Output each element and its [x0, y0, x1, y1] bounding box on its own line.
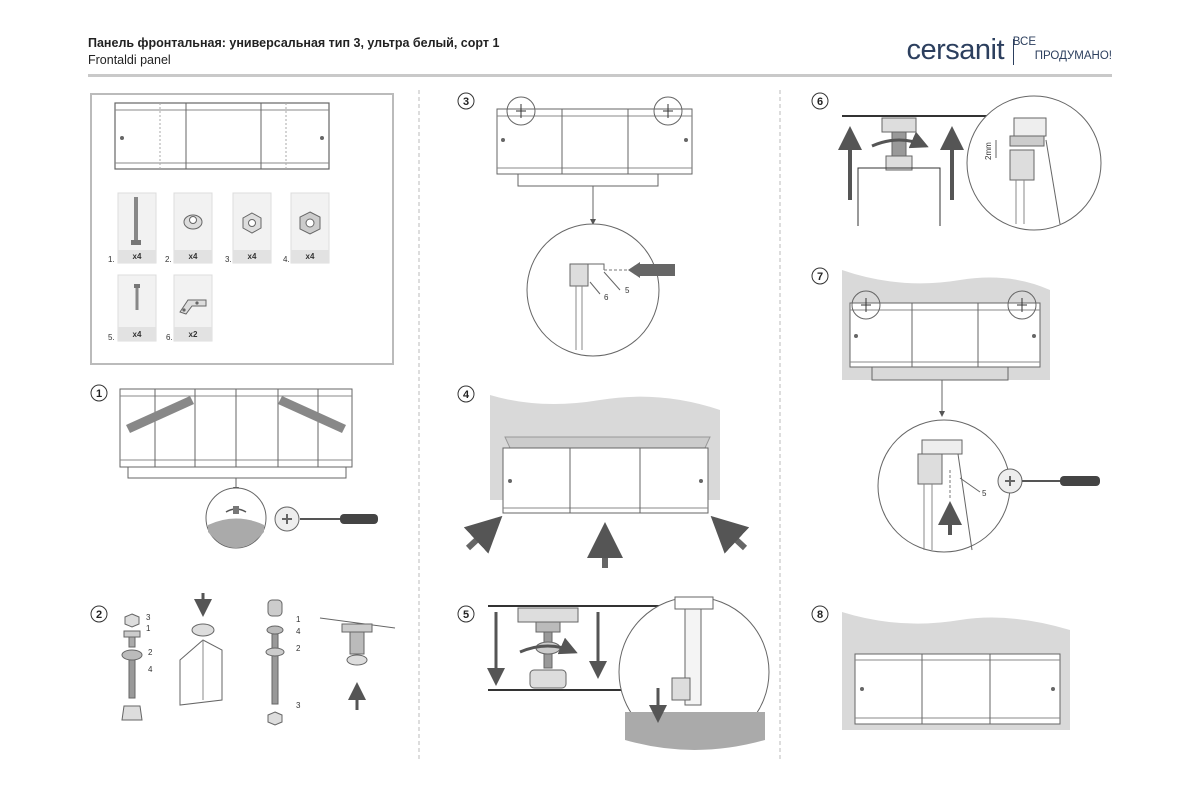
part-3 — [225, 193, 271, 264]
step-7 — [812, 268, 1100, 552]
panel-overview — [115, 103, 329, 169]
step-1-number: 1 — [95, 388, 103, 400]
screwdriver-icon — [275, 507, 378, 531]
svg-text:1: 1 — [296, 615, 301, 624]
svg-text:6: 6 — [604, 293, 609, 302]
svg-text:4: 4 — [296, 627, 301, 636]
svg-text:1: 1 — [146, 624, 151, 633]
panel-foot-insert — [180, 593, 222, 705]
svg-text:4: 4 — [148, 665, 153, 674]
svg-text:3: 3 — [146, 613, 151, 622]
part-5-index: 5. — [108, 333, 115, 342]
brand-slogan-line1: ВСЕ — [1012, 36, 1036, 48]
part-1-index: 1. — [108, 255, 115, 264]
part-3-index: 3. — [225, 255, 232, 264]
svg-text:5: 5 — [982, 489, 987, 498]
part-4 — [283, 193, 329, 264]
part-5 — [108, 275, 156, 342]
foot-assembly-exploded — [122, 613, 153, 720]
screwdriver-icon — [998, 469, 1100, 493]
step-5 — [458, 597, 769, 750]
part-4-qty: x4 — [305, 252, 315, 261]
part-3-qty: x4 — [247, 252, 257, 261]
step-7-number: 7 — [816, 271, 824, 283]
step-3-number: 3 — [462, 96, 470, 108]
svg-text:3: 3 — [296, 701, 301, 710]
part-2-index: 2. — [165, 255, 172, 264]
part-6-index: 6. — [166, 333, 173, 342]
svg-text:2: 2 — [148, 648, 153, 657]
step-5-number: 5 — [462, 609, 470, 621]
part-2 — [165, 193, 212, 264]
document-title: Панель фронтальная: универсальная тип 3, ультра белый, сорт 1 — [88, 36, 500, 50]
part-4-index: 4. — [283, 255, 290, 264]
step-4 — [458, 386, 745, 568]
step-6-number: 6 — [816, 96, 824, 108]
step-4-number: 4 — [462, 389, 470, 401]
foot-assembly-complete — [266, 600, 301, 725]
svg-text:2mm: 2mm — [984, 142, 993, 160]
step-8-number: 8 — [816, 609, 824, 621]
svg-text:2: 2 — [296, 644, 301, 653]
document-subtitle: Frontaldi panel — [88, 53, 171, 67]
brand-name: cersanit — [906, 34, 1004, 66]
part-2-qty: x4 — [188, 252, 198, 261]
part-1-qty: x4 — [132, 252, 142, 261]
step-8 — [812, 606, 1070, 730]
svg-text:5: 5 — [625, 286, 630, 295]
step-2-number: 2 — [95, 609, 103, 621]
step-2 — [91, 593, 395, 725]
foot-under-bath — [320, 618, 395, 710]
part-1 — [108, 193, 156, 264]
step-3 — [458, 93, 692, 356]
parts-list-box — [91, 94, 393, 364]
step-6 — [812, 93, 1101, 230]
part-6 — [166, 275, 212, 342]
step-1 — [91, 385, 378, 548]
brand-slogan-line2: ПРОДУМАНО! — [1034, 50, 1112, 62]
part-6-qty: x2 — [188, 330, 198, 339]
part-5-qty: x4 — [132, 330, 142, 339]
